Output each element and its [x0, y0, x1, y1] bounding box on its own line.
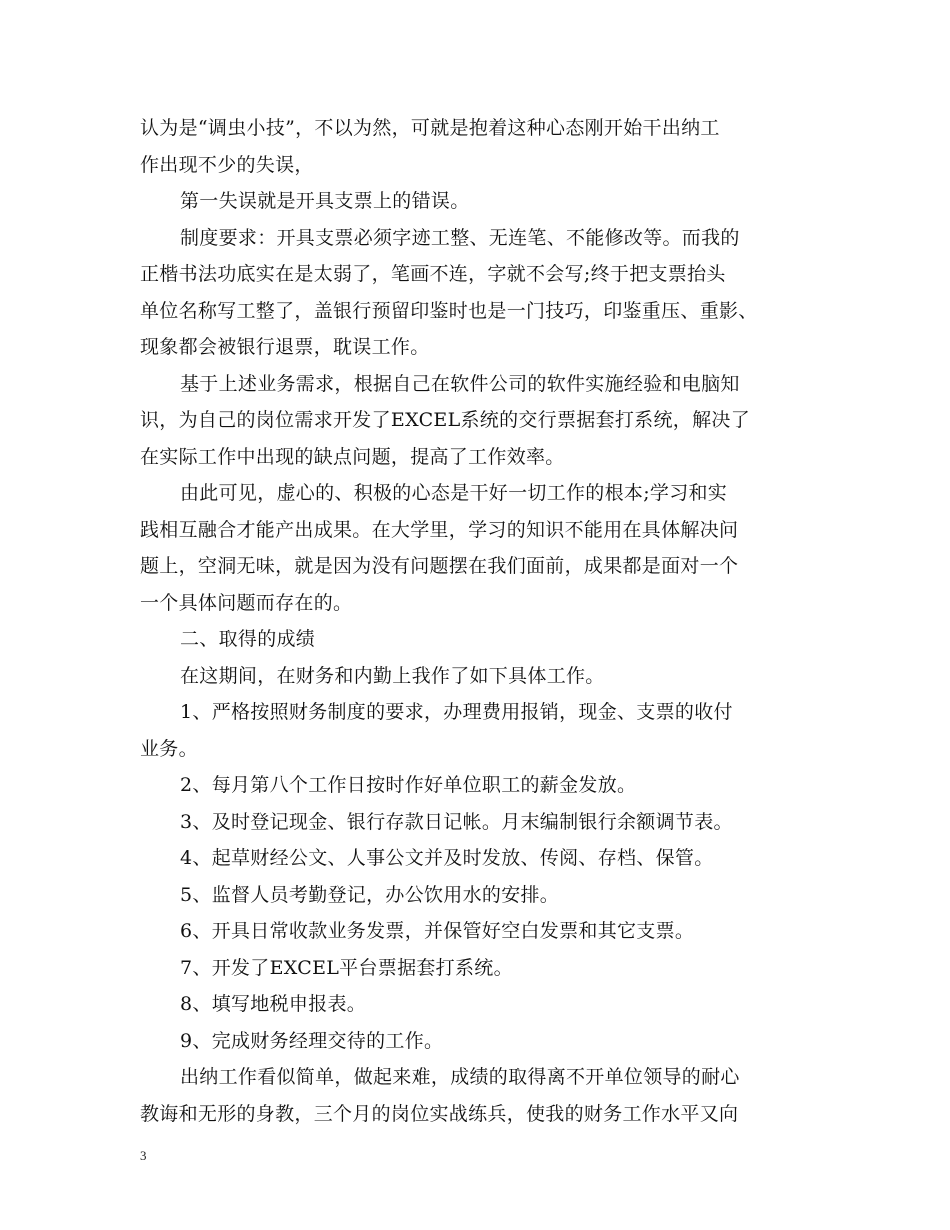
text-line: 基于上述业务需求，根据自己在软件公司的软件实施经验和电脑知: [180, 372, 740, 395]
text-line: 7、开发了EXCEL平台票据套打系统。: [180, 956, 513, 979]
text-line: 单位名称写工整了，盖银行预留印鉴时也是一门技巧，印鉴重压、重影、: [140, 299, 758, 322]
text-line: 4、起草财经公文、人事公文并及时发放、传阅、存档、保管。: [180, 847, 714, 869]
text-line: 在这期间，在财务和内勤上我作了如下具体工作。: [180, 664, 605, 687]
text-line: 现象都会被银行退票，耽误工作。: [140, 336, 430, 358]
text-line: 1、严格按照财务制度的要求，办理费用报销，现金、支票的收付: [180, 701, 733, 723]
text-line: 二、取得的成绩: [180, 628, 316, 650]
text-line: 由此可见，虚心的、积极的心态是干好一切工作的根本;学习和实: [180, 482, 728, 504]
body-text: [140, 110, 830, 1132]
text-line: 作出现不少的失误，: [140, 153, 314, 176]
text-line: 制度要求：开具支票必须字迹工整、无连笔、不能修改等。而我的: [180, 226, 740, 249]
text-line: 3、及时登记现金、银行存款日记帐。月末编制银行余额调节表。: [180, 810, 733, 833]
text-line: 一个具体问题而存在的。: [140, 591, 353, 614]
text-line: 正楷书法功底实在是太弱了，笔画不连，字就不会写;终于把支票抬头: [140, 263, 726, 285]
text-line: 出纳工作看似简单，做起来难，成绩的取得离不开单位领导的耐心: [180, 1066, 740, 1088]
text-line: 8、填写地税申报表。: [180, 993, 367, 1015]
text-line: 识，为自己的岗位需求开发了EXCEL系统的交行票据套打系统，解决了: [140, 409, 750, 431]
text-line: 业务。: [140, 737, 198, 760]
text-line: 9、完成财务经理交待的工作。: [180, 1029, 444, 1052]
text-line: 认为是“调虫小技”，不以为然，可就是抱着这种心态刚开始干出纳工: [140, 117, 720, 139]
text-line: 第一失误就是开具支票上的错误。: [180, 190, 470, 212]
text-line: 在实际工作中出现的缺点问题，提高了工作效率。: [140, 445, 565, 468]
text-line: 教诲和无形的身教，三个月的岗位实战练兵，使我的财务工作水平又向: [140, 1102, 739, 1125]
text-line: 践相互融合才能产出成果。在大学里，学习的知识不能用在具体解决问: [140, 518, 739, 541]
text-line: 5、监督人员考勤登记，办公饮用水的安排。: [180, 883, 560, 906]
text-line: 2、每月第八个工作日按时作好单位职工的薪金发放。: [180, 774, 637, 796]
text-line: 题上，空洞无味，就是因为没有问题摆在我们面前，成果都是面对一个: [140, 555, 739, 577]
text-line: 6、开具日常收款业务发票，并保管好空白发票和其它支票。: [180, 920, 695, 942]
page-number: 3: [140, 1148, 147, 1163]
